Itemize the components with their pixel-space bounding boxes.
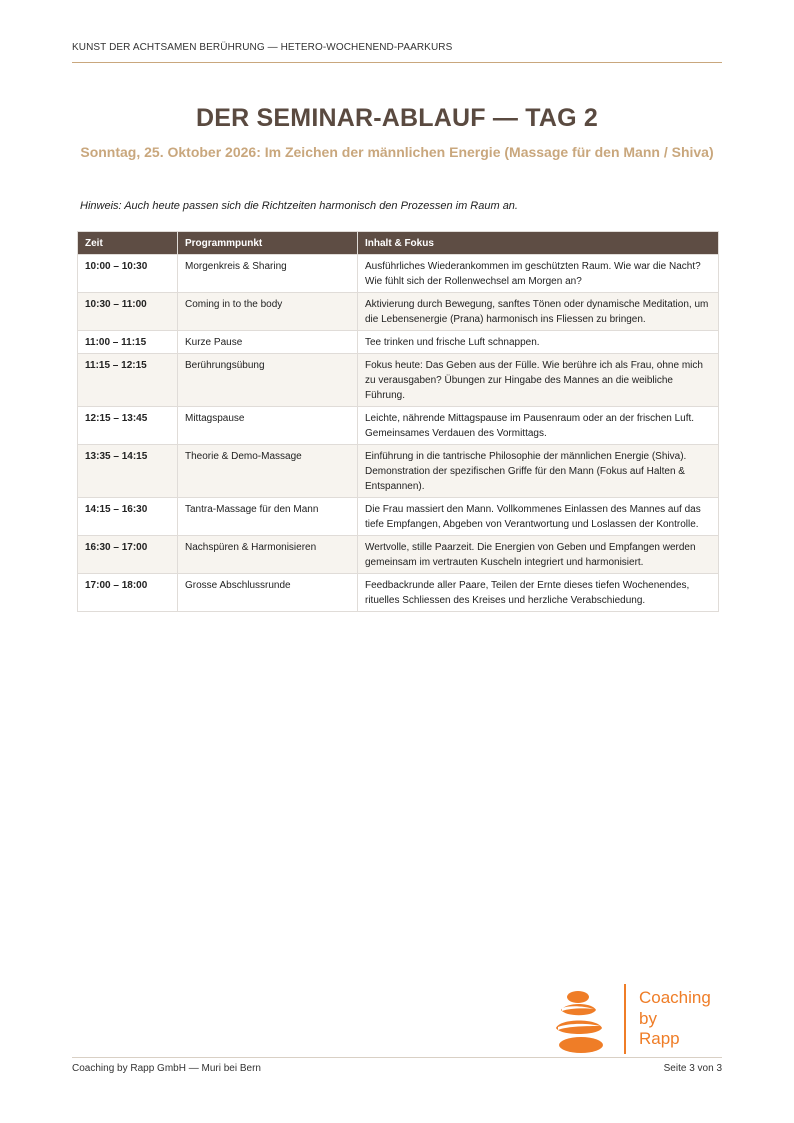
page-title: DER SEMINAR-ABLAUF — TAG 2 bbox=[196, 104, 598, 132]
cell-program: Coming in to the body bbox=[178, 293, 358, 331]
cell-content: Aktivierung durch Bewegung, sanftes Tönen oder dynamische Meditation, um die Lebensenergie (Prana) harmonisch ins Fliessen zu bringen. bbox=[358, 293, 719, 331]
cell-time: 10:30 – 11:00 bbox=[78, 293, 178, 331]
footer-divider bbox=[72, 1057, 722, 1058]
cell-time: 12:15 – 13:45 bbox=[78, 407, 178, 445]
cell-program: Mittagspause bbox=[178, 407, 358, 445]
cell-content: Ausführliches Wiederankommen im geschützten Raum. Wie war die Nacht? Wie fühlt sich der Rollenwechsel am Morgen an? bbox=[358, 255, 719, 293]
header-divider bbox=[72, 62, 722, 63]
logo-divider bbox=[624, 984, 626, 1054]
cell-program: Berührungsübung bbox=[178, 354, 358, 407]
cell-time: 10:00 – 10:30 bbox=[78, 255, 178, 293]
table-row bbox=[78, 331, 719, 354]
page-subtitle: Sonntag, 25. Oktober 2026: Im Zeichen der männlichen Energie (Massage für den Mann / Shiva) bbox=[80, 144, 714, 160]
cell-content: Einführung in die tantrische Philosophie der männlichen Energie (Shiva). Demonstration der spezifischen Griffe für den Mann (Fokus auf Halten & Entspannen). bbox=[358, 445, 719, 498]
logo-wordmark bbox=[639, 988, 711, 1050]
table-row bbox=[78, 354, 719, 407]
cell-time: 13:35 – 14:15 bbox=[78, 445, 178, 498]
cell-time: 11:00 – 11:15 bbox=[78, 331, 178, 354]
cell-program: Nachspüren & Harmonisieren bbox=[178, 536, 358, 574]
table-row bbox=[78, 574, 719, 612]
logo-line-by: by bbox=[639, 1008, 657, 1028]
footer-company: Coaching by Rapp GmbH — Muri bei Bern bbox=[72, 1063, 261, 1074]
cell-content: Fokus heute: Das Geben aus der Fülle. Wie berühre ich als Frau, ohne mich zu verausgaben? Übungen zur Hingabe des Mannes an die weibliche Führung. bbox=[358, 354, 719, 407]
cell-program: Theorie & Demo-Massage bbox=[178, 445, 358, 498]
column-header-time: Zeit bbox=[78, 232, 178, 255]
table-row bbox=[78, 498, 719, 536]
cell-content: Die Frau massiert den Mann. Vollkommenes Einlassen des Mannes auf das tiefe Empfangen, Abgeben von Verantwortung und Loslassen der Kontrolle. bbox=[358, 498, 719, 536]
logo-line-rapp: Rapp bbox=[639, 1029, 680, 1048]
table-row bbox=[78, 255, 719, 293]
cell-program: Kurze Pause bbox=[178, 331, 358, 354]
column-header-program: Programmpunkt bbox=[178, 232, 358, 255]
cell-time: 16:30 – 17:00 bbox=[78, 536, 178, 574]
cell-content: Leichte, nährende Mittagspause im Pausenraum oder an der frischen Luft. Gemeinsames Verdauen des Vormittags. bbox=[358, 407, 719, 445]
cell-program: Morgenkreis & Sharing bbox=[178, 255, 358, 293]
cell-time: 17:00 – 18:00 bbox=[78, 574, 178, 612]
table-row bbox=[78, 445, 719, 498]
running-header: KUNST DER ACHTSAMEN BERÜHRUNG — HETERO-WOCHENEND-PAARKURS bbox=[72, 42, 453, 53]
cell-content: Wertvolle, stille Paarzeit. Die Energien von Geben und Empfangen werden gemeinsam im vertrauten Kuscheln integriert und harmonisiert. bbox=[358, 536, 719, 574]
cell-program: Grosse Abschlussrunde bbox=[178, 574, 358, 612]
table-row bbox=[78, 293, 719, 331]
schedule-table bbox=[77, 231, 719, 612]
table-header-row bbox=[78, 232, 719, 255]
cell-time: 11:15 – 12:15 bbox=[78, 354, 178, 407]
column-header-content: Inhalt & Fokus bbox=[358, 232, 719, 255]
logo-line-coaching: Coaching bbox=[639, 988, 711, 1007]
table-row bbox=[78, 407, 719, 445]
cell-program: Tantra-Massage für den Mann bbox=[178, 498, 358, 536]
cell-content: Tee trinken und frische Luft schnappen. bbox=[358, 331, 719, 354]
schedule-note: Hinweis: Auch heute passen sich die Richtzeiten harmonisch den Prozessen im Raum an. bbox=[80, 200, 518, 212]
footer-page-number: Seite 3 von 3 bbox=[663, 1063, 722, 1074]
cell-content: Feedbackrunde aller Paare, Teilen der Ernte dieses tiefen Wochenendes, rituelles Schliessen des Kreises und herzliche Verabschiedung. bbox=[358, 574, 719, 612]
cell-time: 14:15 – 16:30 bbox=[78, 498, 178, 536]
table-row bbox=[78, 536, 719, 574]
